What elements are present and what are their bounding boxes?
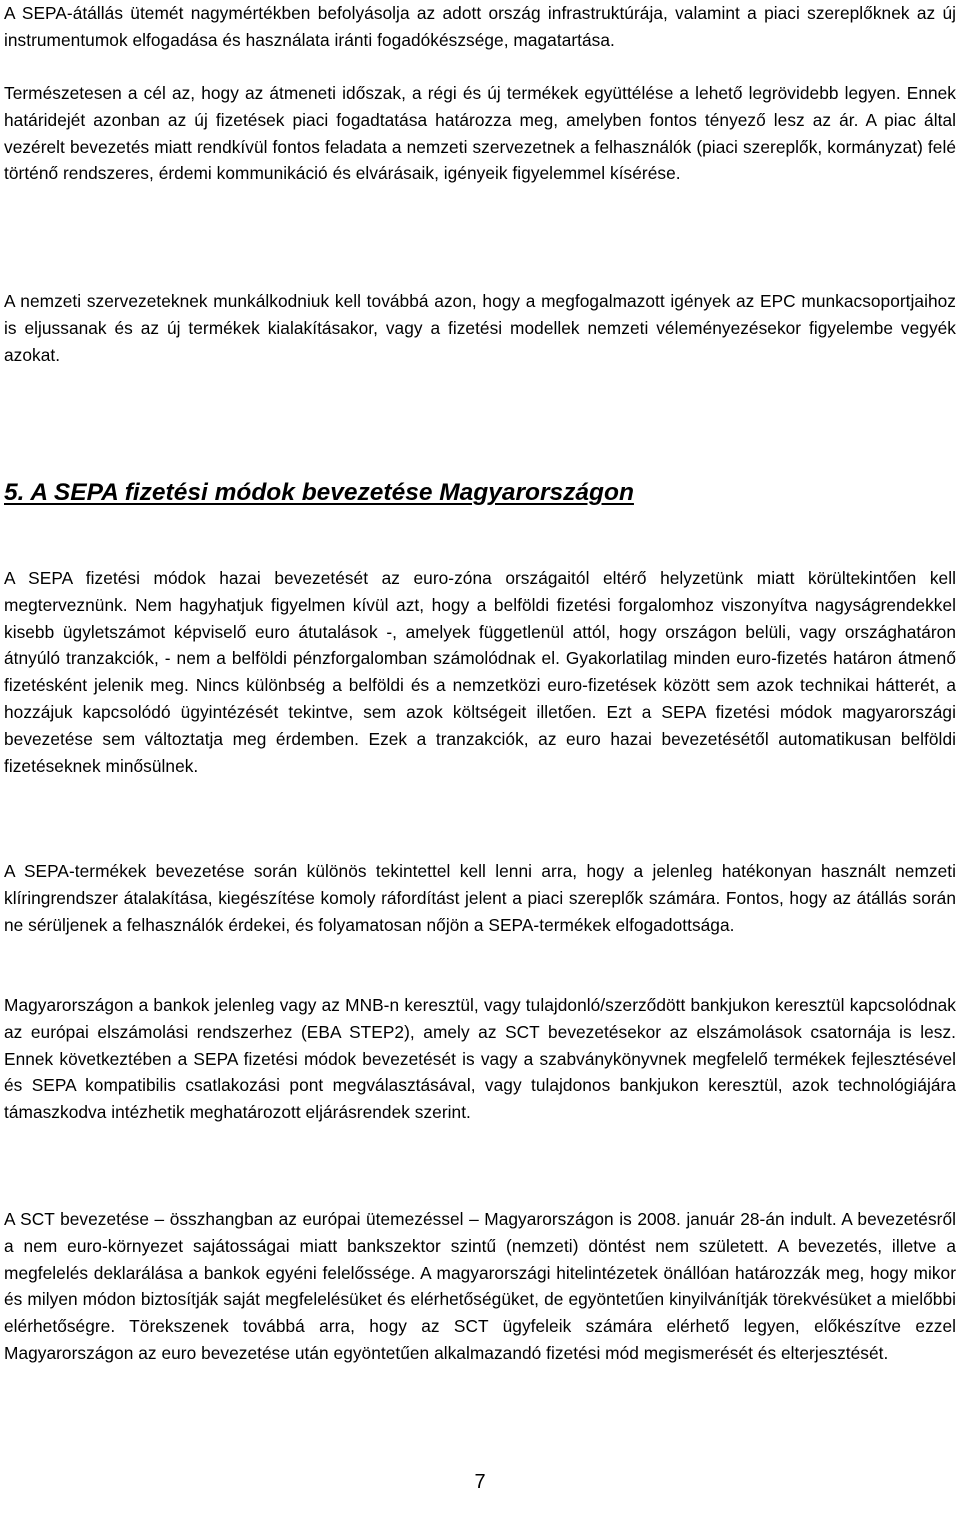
paragraph-clearing-system: A SEPA-termékek bevezetése során különös tekintettel kell lenni arra, hogy a jelenleg hatékonyan használt nemzeti klíringrendszer átalakítása, kiegészítése komoly ráfordítást jelent a piaci szereplők számára. Fontos, hogy az átállás során ne sérüljenek a felhasználók érdekei, és folyamatosan nőjön a SEPA-termékek elfogadottsága.: [4, 861, 956, 935]
paragraph-national-organisations: A nemzeti szervezeteknek munkálkodniuk kell továbbá azon, hogy a megfogalmazott igények az EPC munkacsoportjaihoz is eljussanak és az új termékek kialakításakor, vagy a fizetési modellek nemzeti véleményezésekor figyelembe vegyék azokat.: [4, 291, 956, 365]
paragraph-domestic-introduction: A SEPA fizetési módok hazai bevezetését az euro-zóna országaitól eltérő helyzetünk miatt körültekintően kell megterveznünk. Nem hagyhatjuk figyelmen kívül azt, hogy a belföldi fizetési forgalomhoz viszonyítva nagyságrendekkel kisebb ügyletszámot képviselő euro átutalások -, amelyek függetlenül attól, hogy országon belüli, vagy országhatáron átnyúló tranzakciók, - nem a belföldi pénzforgalomban számolódnak el. Gyakorlatilag minden euro-fizetés határon átmenő fizetésként jelenik meg. Nincs különbség a belföldi és a nemzetközi euro-fizetések között sem azok technikai hátterét, a hozzájuk kapcsolódó ügyintézését tekintve, sem azok költségeit illetően. Ezt a SEPA fizetési módok magyarországi bevezetése sem változtatja meg érdemben. Ezek a tranzakciók, az euro hazai bevezetésétől automatikusan belföldi fizetéseknek minősülnek.: [4, 568, 956, 776]
paragraph-sepa-transition: A SEPA-átállás ütemét nagymértékben befolyásolja az adott ország infrastruktúrája, valamint a piaci szereplőknek az új instrumentumok elfogadása és használata iránti fogadókészsége, magatartása.: [4, 3, 956, 50]
section-heading: 5. A SEPA fizetési módok bevezetése Magyarországon: [4, 479, 634, 506]
paragraph-bank-connections: Magyarországon a bankok jelenleg vagy az MNB-n keresztül, vagy tulajdonló/szerződött bankjukon keresztül kapcsolódnak az európai elszámolási rendszerhez (EBA STEP2), amely az SCT bevezetésekor az elszámolások csatornája is lesz. Ennek következtében a SEPA fizetési módok bevezetését is vagy a szabványkönyvnek megfelelő termékek fejlesztésével és SEPA kompatibilis csatlakozási pont megválasztásával, vagy tulajdonos bankjukon keresztül, azok technológiájára támaszkodva intézhetik meghatározott eljárásrendek szerint.: [4, 995, 956, 1123]
page-number: 7: [474, 1471, 486, 1493]
paragraph-transition-period: Természetesen a cél az, hogy az átmeneti időszak, a régi és új termékek együttélése a lehető legrövidebb legyen. Ennek határidejét azonban az új fizetések piaci fogadtatása határozza meg, amelyben fontos tényező lesz az ár. A piac által vezérelt bevezetés miatt rendkívül fontos feladata a nemzeti szervezetnek a felhasználók (piaci szereplők, kormányzat) felé történő rendszeres, érdemi kommunikáció és elvárásaik, igényeik figyelemmel kísérése.: [4, 83, 956, 184]
paragraph-sct-launch: A SCT bevezetése – összhangban az európai ütemezéssel – Magyarországon is 2008. január 28-án indult. A bevezetésről a nem euro-környezet sajátosságai miatt bankszektor szintű (nemzeti) döntést nem született. A bevezetés, illetve a megfelelés deklarálása a bankok egyéni felelőssége. A magyarországi hitelintézetek önállóan határozzák meg, hogy mikor és milyen módon biztosítják saját megfelelésüket és elérhetőségüket, de egyöntetűen kinyilvánítják törekvésüket a mielőbbi elérhetőségre. Törekszenek továbbá arra, hogy az SCT ügyfeleik számára elérhető legyen, előkészítve ezzel Magyarországon az euro bevezetése után egyöntetűen alkalmazandó fizetési mód megismerését és elterjesztését.: [4, 1209, 956, 1363]
